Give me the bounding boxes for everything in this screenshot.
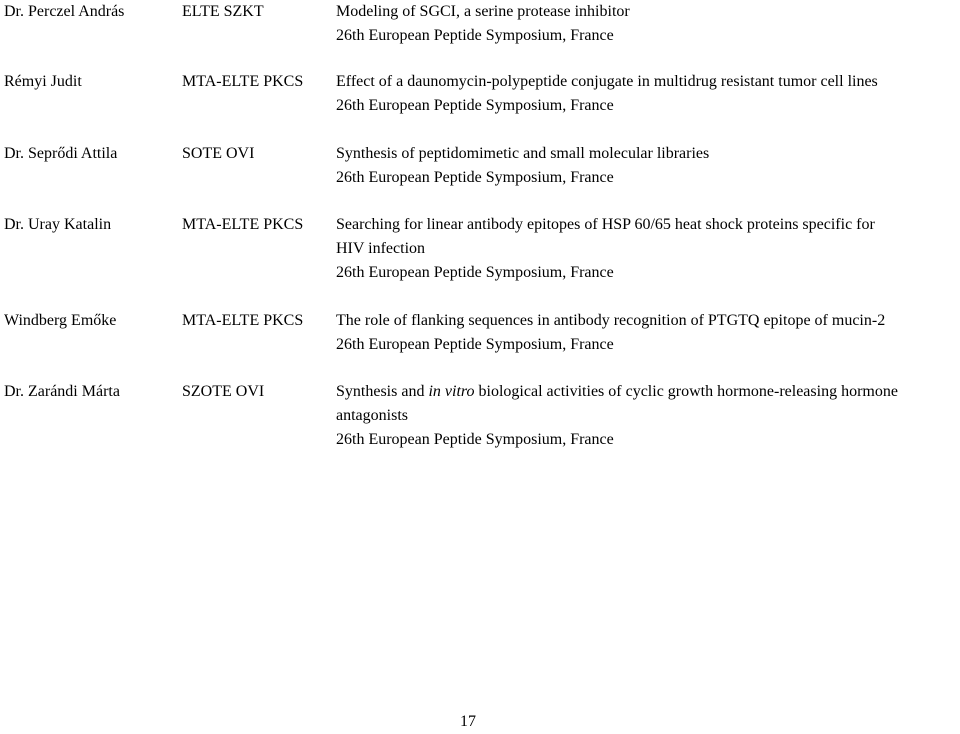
author-institution: MTA-ELTE PKCS (182, 312, 304, 329)
author-name: Dr. Seprődi Attila (4, 145, 118, 162)
entry-details (336, 309, 960, 357)
author-name: Rémyi Judit (4, 73, 82, 90)
entry-details (336, 142, 960, 190)
entry-details (336, 213, 960, 285)
title-text: biological activities of cyclic growth hormone-releasing hormone (474, 383, 898, 400)
presentation-title: Modeling of SGCI, a serine protease inhibitor (336, 3, 630, 20)
title-text: Synthesis and (336, 383, 429, 400)
author-name: Dr. Perczel András (4, 3, 125, 20)
presentation-title-line-1 (336, 380, 960, 404)
conference-venue: 26th European Peptide Symposium, France (336, 336, 614, 353)
entry-details (336, 0, 960, 48)
presentation-title-line-2: antagonists (336, 407, 408, 424)
conference-venue: 26th European Peptide Symposium, France (336, 27, 614, 44)
presentation-title: Synthesis of peptidomimetic and small molecular libraries (336, 145, 710, 162)
author-institution: SZOTE OVI (182, 383, 265, 400)
author-name: Dr. Uray Katalin (4, 216, 112, 233)
presentation-title-line-1: Searching for linear antibody epitopes of HSP 60/65 heat shock proteins specific for (336, 216, 875, 233)
conference-venue: 26th European Peptide Symposium, France (336, 431, 614, 448)
author-institution: MTA-ELTE PKCS (182, 73, 304, 90)
conference-venue: 26th European Peptide Symposium, France (336, 264, 614, 281)
author-name: Dr. Zarándi Márta (4, 383, 120, 400)
author-institution: SOTE OVI (182, 145, 255, 162)
presentation-title: The role of flanking sequences in antibody recognition of PTGTQ epitope of mucin-2 (336, 312, 886, 329)
author-name: Windberg Emőke (4, 312, 117, 329)
presentation-title: Effect of a daunomycin-polypeptide conjugate in multidrug resistant tumor cell lines (336, 73, 878, 90)
conference-venue: 26th European Peptide Symposium, France (336, 169, 614, 186)
author-institution: MTA-ELTE PKCS (182, 216, 304, 233)
entry-details (336, 70, 960, 118)
conference-venue: 26th European Peptide Symposium, France (336, 97, 614, 114)
author-institution: ELTE SZKT (182, 3, 264, 20)
entry-details (336, 380, 960, 452)
title-italic-text: in vitro (428, 383, 475, 400)
presentation-title-line-2: HIV infection (336, 240, 426, 257)
page-number: 17 (460, 713, 476, 730)
